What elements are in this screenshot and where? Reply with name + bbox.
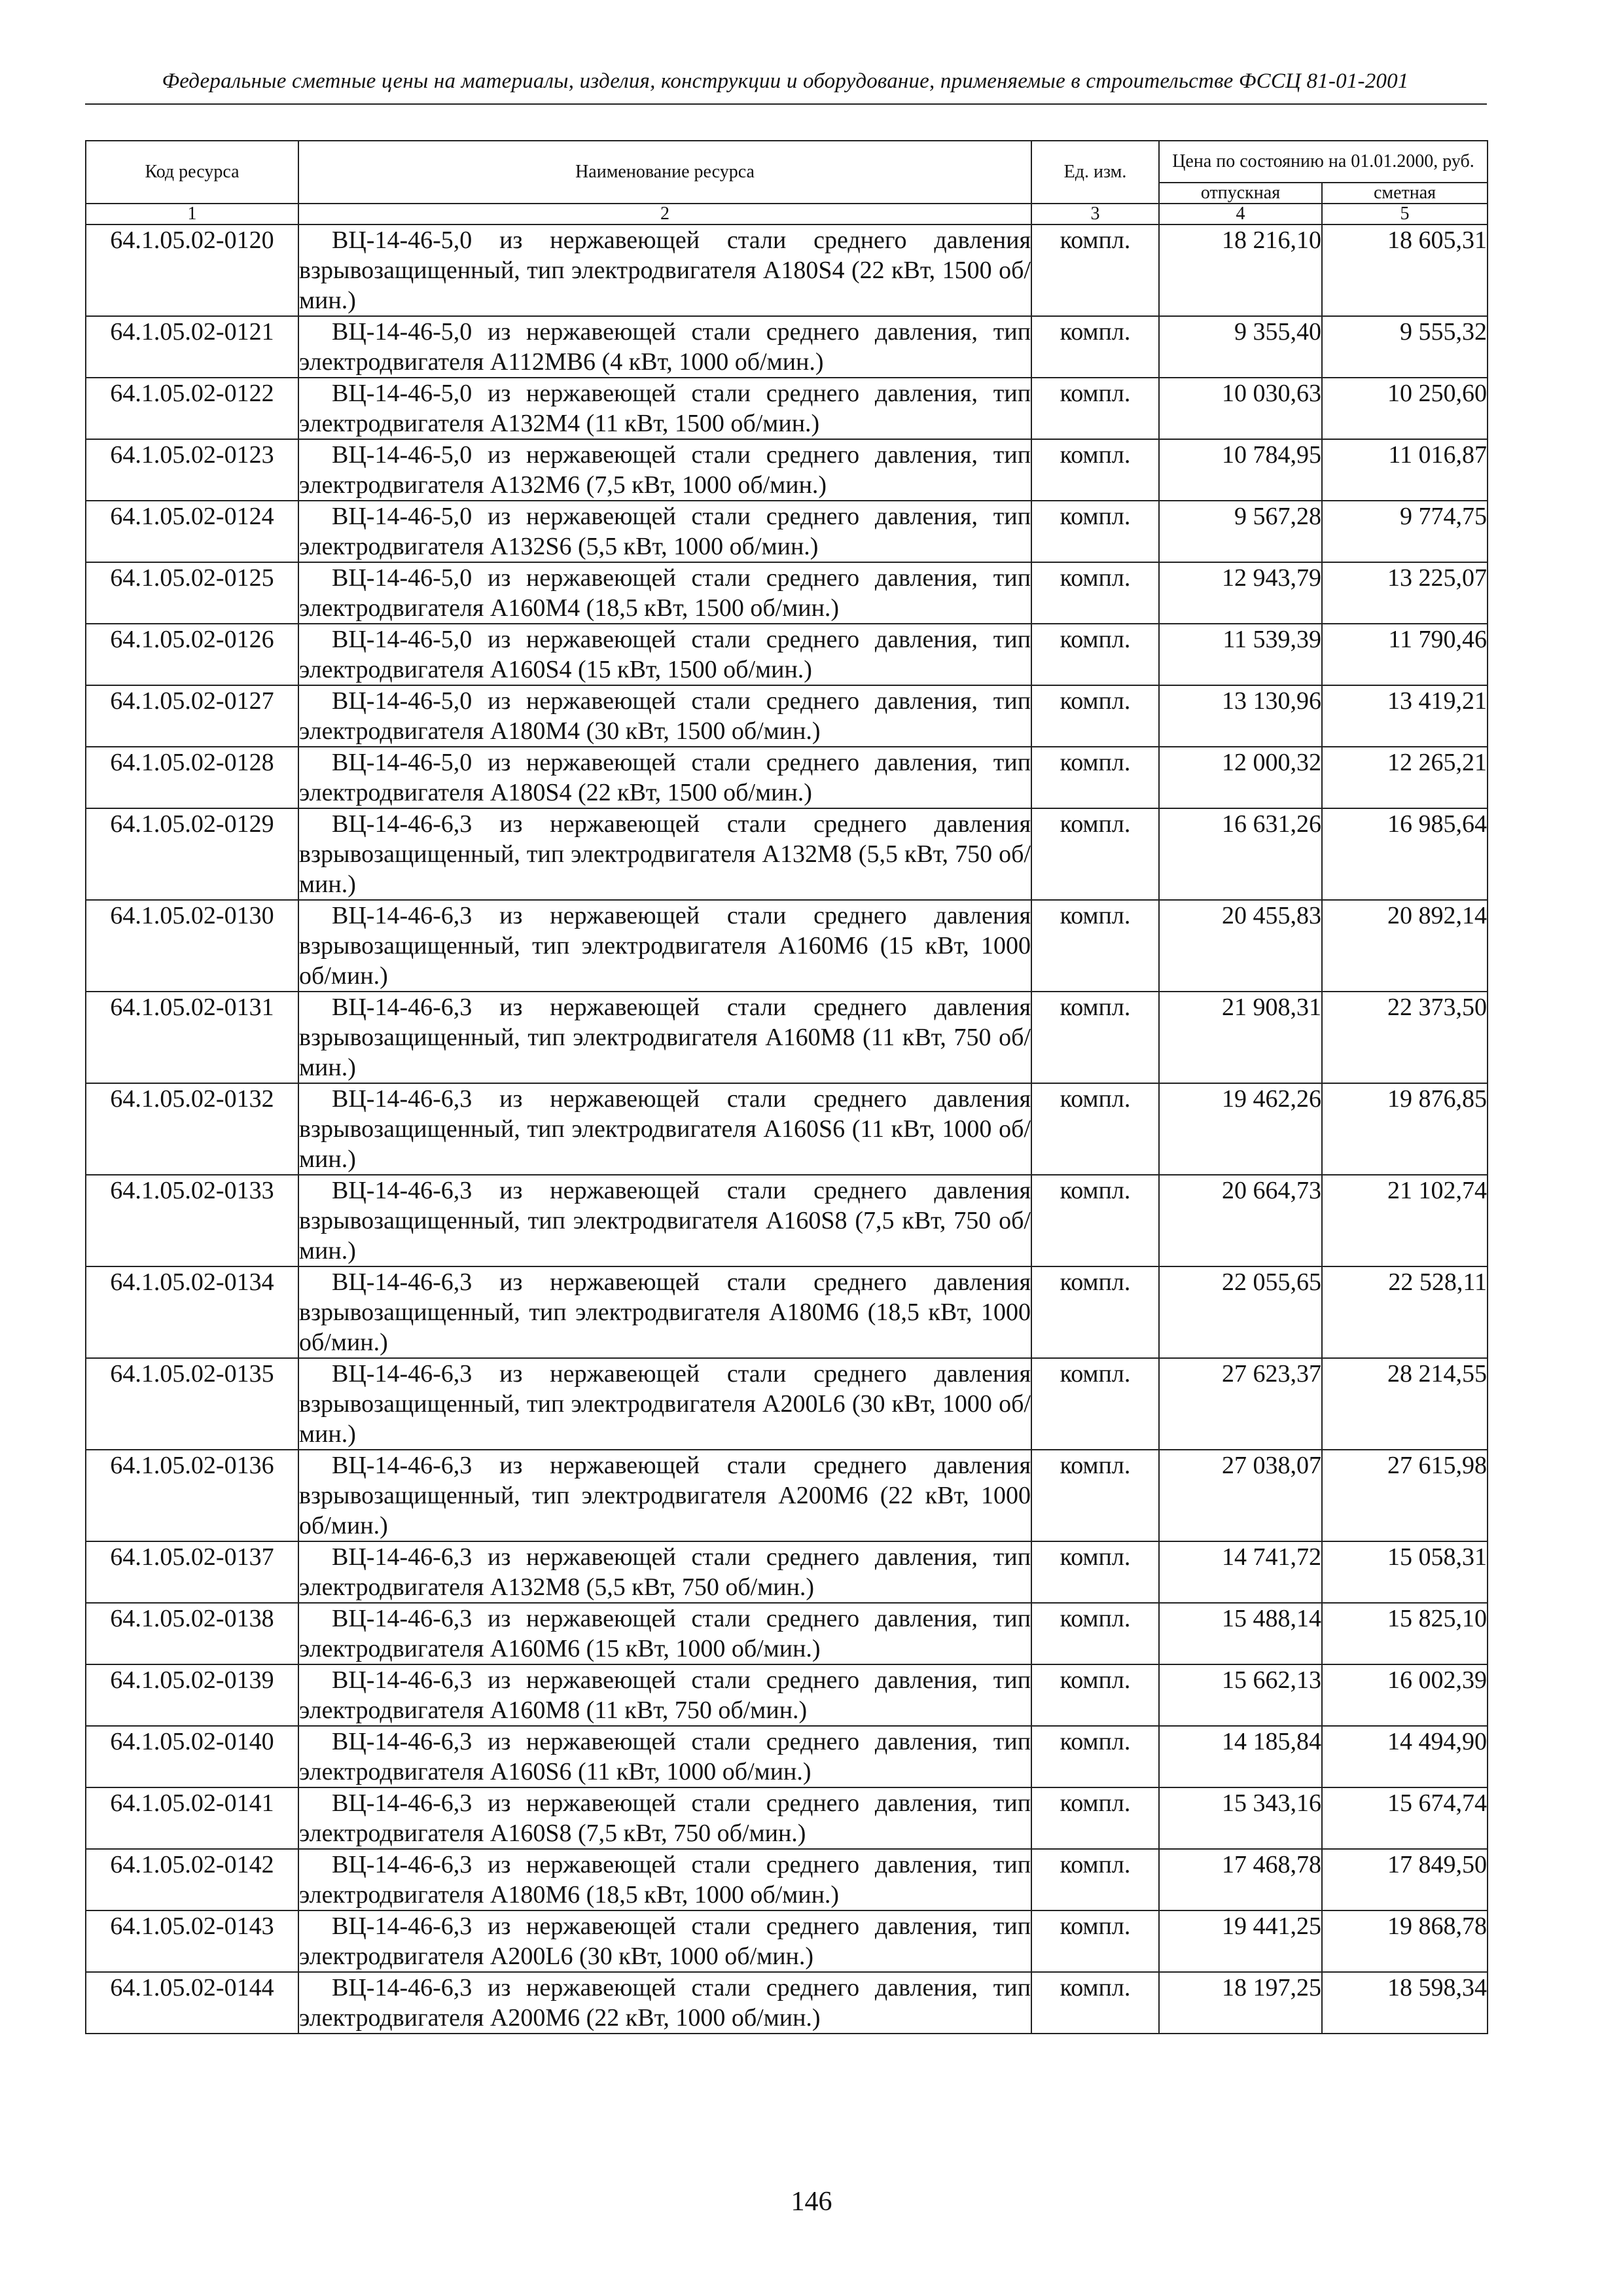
resource-name-text: ВЦ-14-46-6,3 из нержавеющей стали среднего давления взрывозащищенный, тип электродвигателя А160М8 (11 кВт, 750 об/мин.) <box>299 994 1031 1081</box>
release-price-cell: 19 462,26 <box>1159 1083 1322 1175</box>
resource-code-cell: 64.1.05.02-0132 <box>86 1083 298 1175</box>
resource-code-cell: 64.1.05.02-0133 <box>86 1175 298 1266</box>
resource-name-cell <box>298 316 1031 378</box>
release-price-cell: 18 197,25 <box>1159 1972 1322 2034</box>
resource-name-cell <box>298 685 1031 747</box>
unit-cell: компл. <box>1031 900 1159 992</box>
resource-name-text: ВЦ-14-46-5,0 из нержавеющей стали среднего давления, тип электродвигателя А180М4 (30 кВт, 1500 об/мин.) <box>299 687 1031 745</box>
table-row <box>86 747 1488 808</box>
resource-code-cell: 64.1.05.02-0124 <box>86 501 298 562</box>
resource-name-text: ВЦ-14-46-6,3 из нержавеющей стали среднего давления, тип электродвигателя А160S6 (11 кВт, 1000 об/мин.) <box>299 1728 1031 1785</box>
resource-name-cell <box>298 1603 1031 1664</box>
column-number: 4 <box>1159 204 1322 224</box>
estimate-price-cell: 28 214,55 <box>1322 1358 1488 1450</box>
header-divider <box>85 103 1487 105</box>
release-price-cell: 19 441,25 <box>1159 1910 1322 1972</box>
resource-name-text: ВЦ-14-46-6,3 из нержавеющей стали среднего давления взрывозащищенный, тип электродвигателя А132М8 (5,5 кВт, 750 об/мин.) <box>299 810 1031 898</box>
resource-name-cell <box>298 1972 1031 2034</box>
resource-name-cell <box>298 1083 1031 1175</box>
table-row <box>86 1664 1488 1726</box>
table-row <box>86 501 1488 562</box>
table-row <box>86 1541 1488 1603</box>
running-header: Федеральные сметные цены на материалы, изделия, конструкции и оборудование, применяемые в строительстве ФССЦ 81-01-2001 <box>162 69 1409 93</box>
resource-code-cell: 64.1.05.02-0129 <box>86 808 298 900</box>
release-price-cell: 27 038,07 <box>1159 1450 1322 1541</box>
resource-code-cell: 64.1.05.02-0130 <box>86 900 298 992</box>
resource-name-text: ВЦ-14-46-6,3 из нержавеющей стали среднего давления, тип электродвигателя А160М8 (11 кВт, 750 об/мин.) <box>299 1666 1031 1724</box>
unit-cell: компл. <box>1031 1603 1159 1664</box>
resource-code-cell: 64.1.05.02-0128 <box>86 747 298 808</box>
column-number: 3 <box>1031 204 1159 224</box>
estimate-price-cell: 15 058,31 <box>1322 1541 1488 1603</box>
unit-cell: компл. <box>1031 685 1159 747</box>
resource-name-cell <box>298 1849 1031 1910</box>
estimate-price-cell: 11 016,87 <box>1322 439 1488 501</box>
release-price-cell: 12 943,79 <box>1159 562 1322 624</box>
table-body <box>86 224 1488 2034</box>
unit-cell: компл. <box>1031 808 1159 900</box>
resource-name-cell <box>298 1450 1031 1541</box>
estimate-price-cell: 13 225,07 <box>1322 562 1488 624</box>
estimate-price-cell: 16 002,39 <box>1322 1664 1488 1726</box>
table-row <box>86 562 1488 624</box>
resource-code-cell: 64.1.05.02-0120 <box>86 224 298 316</box>
table-row <box>86 1603 1488 1664</box>
table-row <box>86 1972 1488 2034</box>
resource-name-cell <box>298 1910 1031 1972</box>
release-price-cell: 15 343,16 <box>1159 1787 1322 1849</box>
resource-name-cell <box>298 439 1031 501</box>
release-price-cell: 10 784,95 <box>1159 439 1322 501</box>
estimate-price-cell: 19 868,78 <box>1322 1910 1488 1972</box>
unit-cell: компл. <box>1031 624 1159 685</box>
unit-cell: компл. <box>1031 1910 1159 1972</box>
header-name: Наименование ресурса <box>298 141 1031 204</box>
table-row <box>86 316 1488 378</box>
release-price-cell: 20 455,83 <box>1159 900 1322 992</box>
unit-cell: компл. <box>1031 1541 1159 1603</box>
estimate-price-cell: 13 419,21 <box>1322 685 1488 747</box>
unit-cell: компл. <box>1031 378 1159 439</box>
resource-name-cell <box>298 900 1031 992</box>
resource-name-text: ВЦ-14-46-5,0 из нержавеющей стали среднего давления взрывозащищенный, тип электродвигателя А180S4 (22 кВт, 1500 об/мин.) <box>299 226 1031 314</box>
release-price-cell: 11 539,39 <box>1159 624 1322 685</box>
estimate-price-cell: 19 876,85 <box>1322 1083 1488 1175</box>
estimate-price-cell: 15 674,74 <box>1322 1787 1488 1849</box>
table-row <box>86 1849 1488 1910</box>
page-number: 146 <box>791 2187 832 2217</box>
release-price-cell: 14 741,72 <box>1159 1541 1322 1603</box>
resource-name-cell <box>298 747 1031 808</box>
resource-code-cell: 64.1.05.02-0127 <box>86 685 298 747</box>
table-row <box>86 224 1488 316</box>
estimate-price-cell: 17 849,50 <box>1322 1849 1488 1910</box>
release-price-cell: 16 631,26 <box>1159 808 1322 900</box>
table-row <box>86 992 1488 1083</box>
resource-name-cell <box>298 1664 1031 1726</box>
estimate-price-cell: 18 605,31 <box>1322 224 1488 316</box>
estimate-price-cell: 12 265,21 <box>1322 747 1488 808</box>
price-table <box>85 140 1488 2034</box>
resource-name-text: ВЦ-14-46-5,0 из нержавеющей стали среднего давления, тип электродвигателя А180S4 (22 кВт, 1500 об/мин.) <box>299 749 1031 806</box>
estimate-price-cell: 22 528,11 <box>1322 1266 1488 1358</box>
estimate-price-cell: 11 790,46 <box>1322 624 1488 685</box>
unit-cell: компл. <box>1031 1175 1159 1266</box>
table-row <box>86 1358 1488 1450</box>
unit-cell: компл. <box>1031 1266 1159 1358</box>
unit-cell: компл. <box>1031 1972 1159 2034</box>
resource-name-text: ВЦ-14-46-5,0 из нержавеющей стали среднего давления, тип электродвигателя А132М6 (7,5 кВт, 1000 об/мин.) <box>299 441 1031 499</box>
unit-cell: компл. <box>1031 747 1159 808</box>
table-row <box>86 624 1488 685</box>
column-number: 2 <box>298 204 1031 224</box>
release-price-cell: 17 468,78 <box>1159 1849 1322 1910</box>
resource-name-cell <box>298 624 1031 685</box>
table-row <box>86 378 1488 439</box>
resource-code-cell: 64.1.05.02-0142 <box>86 1849 298 1910</box>
resource-name-text: ВЦ-14-46-6,3 из нержавеющей стали среднего давления взрывозащищенный, тип электродвигателя А160М6 (15 кВт, 1000 об/мин.) <box>299 902 1031 990</box>
resource-code-cell: 64.1.05.02-0131 <box>86 992 298 1083</box>
unit-cell: компл. <box>1031 992 1159 1083</box>
resource-name-text: ВЦ-14-46-5,0 из нержавеющей стали среднего давления, тип электродвигателя А132S6 (5,5 кВт, 1000 об/мин.) <box>299 503 1031 560</box>
resource-name-cell <box>298 1358 1031 1450</box>
estimate-price-cell: 15 825,10 <box>1322 1603 1488 1664</box>
resource-code-cell: 64.1.05.02-0125 <box>86 562 298 624</box>
release-price-cell: 27 623,37 <box>1159 1358 1322 1450</box>
table-row <box>86 808 1488 900</box>
header-unit: Ед. изм. <box>1031 141 1159 204</box>
resource-code-cell: 64.1.05.02-0126 <box>86 624 298 685</box>
resource-name-text: ВЦ-14-46-6,3 из нержавеющей стали среднего давления, тип электродвигателя А160S8 (7,5 кВт, 750 об/мин.) <box>299 1789 1031 1847</box>
release-price-cell: 15 662,13 <box>1159 1664 1322 1726</box>
unit-cell: компл. <box>1031 1726 1159 1787</box>
resource-code-cell: 64.1.05.02-0134 <box>86 1266 298 1358</box>
unit-cell: компл. <box>1031 1083 1159 1175</box>
table-row <box>86 1083 1488 1175</box>
table-row <box>86 1450 1488 1541</box>
table-row <box>86 439 1488 501</box>
unit-cell: компл. <box>1031 316 1159 378</box>
column-number: 1 <box>86 204 298 224</box>
unit-cell: компл. <box>1031 501 1159 562</box>
release-price-cell: 21 908,31 <box>1159 992 1322 1083</box>
unit-cell: компл. <box>1031 1358 1159 1450</box>
estimate-price-cell: 20 892,14 <box>1322 900 1488 992</box>
table-row <box>86 900 1488 992</box>
table-row <box>86 1910 1488 1972</box>
unit-cell: компл. <box>1031 1849 1159 1910</box>
estimate-price-cell: 27 615,98 <box>1322 1450 1488 1541</box>
estimate-price-cell: 14 494,90 <box>1322 1726 1488 1787</box>
release-price-cell: 13 130,96 <box>1159 685 1322 747</box>
header-code: Код ресурса <box>86 141 298 204</box>
resource-code-cell: 64.1.05.02-0139 <box>86 1664 298 1726</box>
unit-cell: компл. <box>1031 1787 1159 1849</box>
resource-name-cell <box>298 378 1031 439</box>
estimate-price-cell: 9 555,32 <box>1322 316 1488 378</box>
header-price-group: Цена по состоянию на 01.01.2000, руб. <box>1159 141 1488 183</box>
resource-name-cell <box>298 1541 1031 1603</box>
resource-name-text: ВЦ-14-46-5,0 из нержавеющей стали среднего давления, тип электродвигателя А160S4 (15 кВт, 1500 об/мин.) <box>299 626 1031 683</box>
resource-code-cell: 64.1.05.02-0121 <box>86 316 298 378</box>
resource-code-cell: 64.1.05.02-0136 <box>86 1450 298 1541</box>
estimate-price-cell: 9 774,75 <box>1322 501 1488 562</box>
header-price-estimate: сметная <box>1322 183 1488 204</box>
resource-code-cell: 64.1.05.02-0140 <box>86 1726 298 1787</box>
release-price-cell: 12 000,32 <box>1159 747 1322 808</box>
resource-name-text: ВЦ-14-46-6,3 из нержавеющей стали среднего давления, тип электродвигателя А160М6 (15 кВт, 1000 об/мин.) <box>299 1605 1031 1662</box>
resource-name-text: ВЦ-14-46-6,3 из нержавеющей стали среднего давления взрывозащищенный, тип электродвигателя А160S6 (11 кВт, 1000 об/мин.) <box>299 1085 1031 1173</box>
resource-code-cell: 64.1.05.02-0138 <box>86 1603 298 1664</box>
resource-name-cell <box>298 562 1031 624</box>
unit-cell: компл. <box>1031 439 1159 501</box>
resource-name-cell <box>298 501 1031 562</box>
resource-name-text: ВЦ-14-46-6,3 из нержавеющей стали среднего давления взрывозащищенный, тип электродвигателя А160S8 (7,5 кВт, 750 об/мин.) <box>299 1177 1031 1265</box>
estimate-price-cell: 16 985,64 <box>1322 808 1488 900</box>
resource-code-cell: 64.1.05.02-0141 <box>86 1787 298 1849</box>
release-price-cell: 20 664,73 <box>1159 1175 1322 1266</box>
resource-name-text: ВЦ-14-46-6,3 из нержавеющей стали среднего давления, тип электродвигателя А200М6 (22 кВт, 1000 об/мин.) <box>299 1974 1031 2032</box>
unit-cell: компл. <box>1031 224 1159 316</box>
table-row <box>86 1266 1488 1358</box>
resource-name-cell <box>298 1266 1031 1358</box>
estimate-price-cell: 18 598,34 <box>1322 1972 1488 2034</box>
resource-name-text: ВЦ-14-46-6,3 из нержавеющей стали среднего давления, тип электродвигателя А132М8 (5,5 кВт, 750 об/мин.) <box>299 1543 1031 1601</box>
release-price-cell: 9 567,28 <box>1159 501 1322 562</box>
resource-name-cell <box>298 1787 1031 1849</box>
resource-name-text: ВЦ-14-46-6,3 из нержавеющей стали среднего давления взрывозащищенный, тип электродвигателя А200М6 (22 кВт, 1000 об/мин.) <box>299 1452 1031 1539</box>
estimate-price-cell: 10 250,60 <box>1322 378 1488 439</box>
estimate-price-cell: 21 102,74 <box>1322 1175 1488 1266</box>
resource-name-cell <box>298 224 1031 316</box>
resource-name-text: ВЦ-14-46-5,0 из нержавеющей стали среднего давления, тип электродвигателя А160М4 (18,5 кВт, 1500 об/мин.) <box>299 564 1031 622</box>
resource-code-cell: 64.1.05.02-0143 <box>86 1910 298 1972</box>
table-row <box>86 1175 1488 1266</box>
unit-cell: компл. <box>1031 562 1159 624</box>
unit-cell: компл. <box>1031 1450 1159 1541</box>
column-number: 5 <box>1322 204 1488 224</box>
resource-name-text: ВЦ-14-46-5,0 из нержавеющей стали среднего давления, тип электродвигателя А132М4 (11 кВт, 1500 об/мин.) <box>299 380 1031 437</box>
resource-code-cell: 64.1.05.02-0135 <box>86 1358 298 1450</box>
release-price-cell: 10 030,63 <box>1159 378 1322 439</box>
table-row <box>86 685 1488 747</box>
resource-name-text: ВЦ-14-46-6,3 из нержавеющей стали среднего давления, тип электродвигателя А180М6 (18,5 кВт, 1000 об/мин.) <box>299 1851 1031 1909</box>
resource-name-cell <box>298 1726 1031 1787</box>
resource-code-cell: 64.1.05.02-0123 <box>86 439 298 501</box>
resource-name-text: ВЦ-14-46-6,3 из нержавеющей стали среднего давления взрывозащищенный, тип электродвигателя А200L6 (30 кВт, 1000 об/мин.) <box>299 1360 1031 1448</box>
table-row <box>86 1726 1488 1787</box>
resource-name-cell <box>298 808 1031 900</box>
resource-name-text: ВЦ-14-46-5,0 из нержавеющей стали среднего давления, тип электродвигателя А112МВ6 (4 кВт, 1000 об/мин.) <box>299 318 1031 376</box>
header-price-release: отпускная <box>1159 183 1322 204</box>
resource-name-cell <box>298 1175 1031 1266</box>
release-price-cell: 22 055,65 <box>1159 1266 1322 1358</box>
release-price-cell: 14 185,84 <box>1159 1726 1322 1787</box>
table-row <box>86 1787 1488 1849</box>
resource-code-cell: 64.1.05.02-0144 <box>86 1972 298 2034</box>
resource-name-text: ВЦ-14-46-6,3 из нержавеющей стали среднего давления, тип электродвигателя А200L6 (30 кВт, 1000 об/мин.) <box>299 1912 1031 1970</box>
release-price-cell: 15 488,14 <box>1159 1603 1322 1664</box>
release-price-cell: 9 355,40 <box>1159 316 1322 378</box>
estimate-price-cell: 22 373,50 <box>1322 992 1488 1083</box>
unit-cell: компл. <box>1031 1664 1159 1726</box>
resource-name-text: ВЦ-14-46-6,3 из нержавеющей стали среднего давления взрывозащищенный, тип электродвигателя А180М6 (18,5 кВт, 1000 об/мин.) <box>299 1268 1031 1356</box>
resource-code-cell: 64.1.05.02-0137 <box>86 1541 298 1603</box>
release-price-cell: 18 216,10 <box>1159 224 1322 316</box>
resource-name-cell <box>298 992 1031 1083</box>
resource-code-cell: 64.1.05.02-0122 <box>86 378 298 439</box>
